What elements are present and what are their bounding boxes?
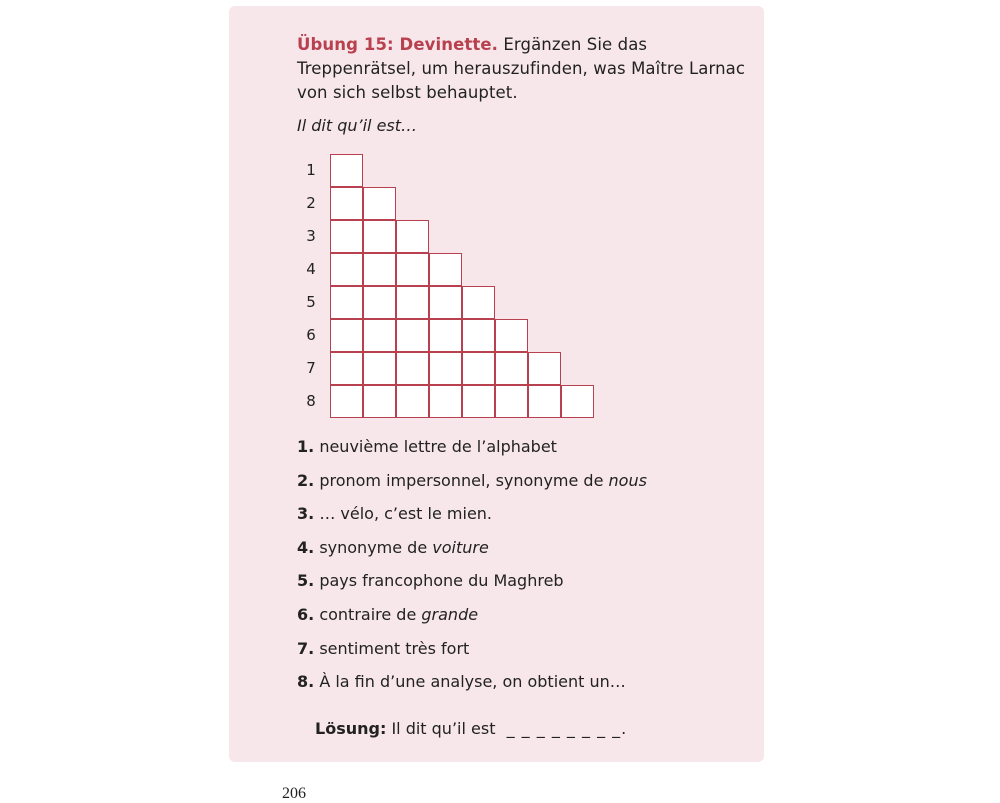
clue-number: 5.	[297, 571, 315, 591]
grid-cell[interactable]	[429, 352, 462, 385]
row-number: 8	[306, 392, 316, 410]
grid-cell[interactable]	[363, 253, 396, 286]
clue-item	[297, 571, 564, 591]
clue-item	[297, 672, 626, 692]
clue-text: contraire de	[319, 605, 417, 624]
grid-cell[interactable]	[396, 220, 429, 253]
row-number: 3	[306, 227, 316, 245]
grid-cell[interactable]	[363, 352, 396, 385]
grid-cell[interactable]	[363, 286, 396, 319]
clue-item	[297, 538, 489, 558]
grid-cell[interactable]	[363, 319, 396, 352]
grid-cell[interactable]	[429, 385, 462, 418]
grid-cell[interactable]	[363, 220, 396, 253]
grid-cell[interactable]	[429, 319, 462, 352]
clue-number: 6.	[297, 605, 315, 624]
exercise-heading: Übung 15: Devinette.	[297, 35, 499, 54]
grid-cell[interactable]	[363, 385, 396, 418]
clue-number: 1.	[297, 437, 315, 456]
grid-cell[interactable]	[330, 253, 363, 286]
row-number: 1	[306, 161, 316, 179]
grid-cell[interactable]	[330, 220, 363, 253]
clue-number: 3.	[297, 504, 315, 524]
grid-cell[interactable]	[330, 154, 363, 187]
row-number: 7	[306, 359, 316, 377]
grid-cell[interactable]	[528, 352, 561, 385]
grid-cell[interactable]	[330, 187, 363, 220]
clue-emphasis: grande	[421, 605, 479, 624]
clue-item	[297, 605, 478, 625]
clue-text: pronom impersonnel, synonyme de	[319, 470, 604, 490]
row-number: 5	[306, 293, 316, 311]
clue-text: sentiment très fort	[319, 638, 470, 658]
grid-cell[interactable]	[429, 286, 462, 319]
grid-cell[interactable]	[495, 352, 528, 385]
solution-text: Il dit qu’il est	[391, 719, 496, 738]
clue-text: pays francophone du Maghreb	[319, 571, 564, 591]
clue-item	[297, 437, 557, 457]
grid-cell[interactable]	[330, 319, 363, 352]
clue-text: … vélo, c’est le mien.	[319, 504, 493, 524]
row-number: 6	[306, 326, 316, 344]
grid-cell[interactable]	[330, 286, 363, 319]
solution-blanks[interactable]: _ _ _ _ _ _ _ _	[506, 719, 622, 738]
exercise-intro: Il dit qu’il est…	[297, 116, 418, 135]
grid-cell[interactable]	[396, 253, 429, 286]
row-number: 4	[306, 260, 316, 278]
grid-cell[interactable]	[330, 352, 363, 385]
grid-cell[interactable]	[462, 352, 495, 385]
solution-line	[315, 719, 626, 739]
clue-emphasis: nous	[608, 470, 647, 490]
clue-number: 4.	[297, 537, 315, 557]
row-number: 2	[306, 194, 316, 212]
clue-item	[297, 639, 469, 659]
grid-cell[interactable]	[462, 385, 495, 418]
grid-cell[interactable]	[396, 286, 429, 319]
grid-cell[interactable]	[396, 319, 429, 352]
grid-cell[interactable]	[396, 385, 429, 418]
clue-item	[297, 504, 492, 524]
solution-end: .	[621, 719, 627, 738]
exercise-title	[297, 33, 757, 105]
grid-cell[interactable]	[396, 352, 429, 385]
clue-emphasis: voiture	[432, 537, 489, 557]
clue-number: 2.	[297, 470, 315, 490]
clue-text: neuvième lettre de l’alphabet	[319, 437, 557, 456]
grid-cell[interactable]	[462, 286, 495, 319]
clue-number: 8.	[297, 672, 315, 692]
clue-number: 7.	[297, 638, 315, 658]
clue-text: À la fin d’une analyse, on obtient un…	[319, 672, 626, 692]
clue-item	[297, 471, 647, 491]
grid-cell[interactable]	[561, 385, 594, 418]
page-number: 206	[282, 785, 306, 802]
grid-cell[interactable]	[330, 385, 363, 418]
grid-cell[interactable]	[462, 319, 495, 352]
grid-cell[interactable]	[495, 385, 528, 418]
solution-label: Lösung:	[315, 719, 387, 738]
grid-cell[interactable]	[429, 253, 462, 286]
grid-cell[interactable]	[495, 319, 528, 352]
grid-cell[interactable]	[528, 385, 561, 418]
grid-cell[interactable]	[363, 187, 396, 220]
exercise-instruction: Ergänzen Sie das Treppenrätsel, um herauszufinden, was Maître Larnac von sich selbst behauptet.	[297, 35, 746, 102]
clue-text: synonyme de	[319, 537, 428, 557]
